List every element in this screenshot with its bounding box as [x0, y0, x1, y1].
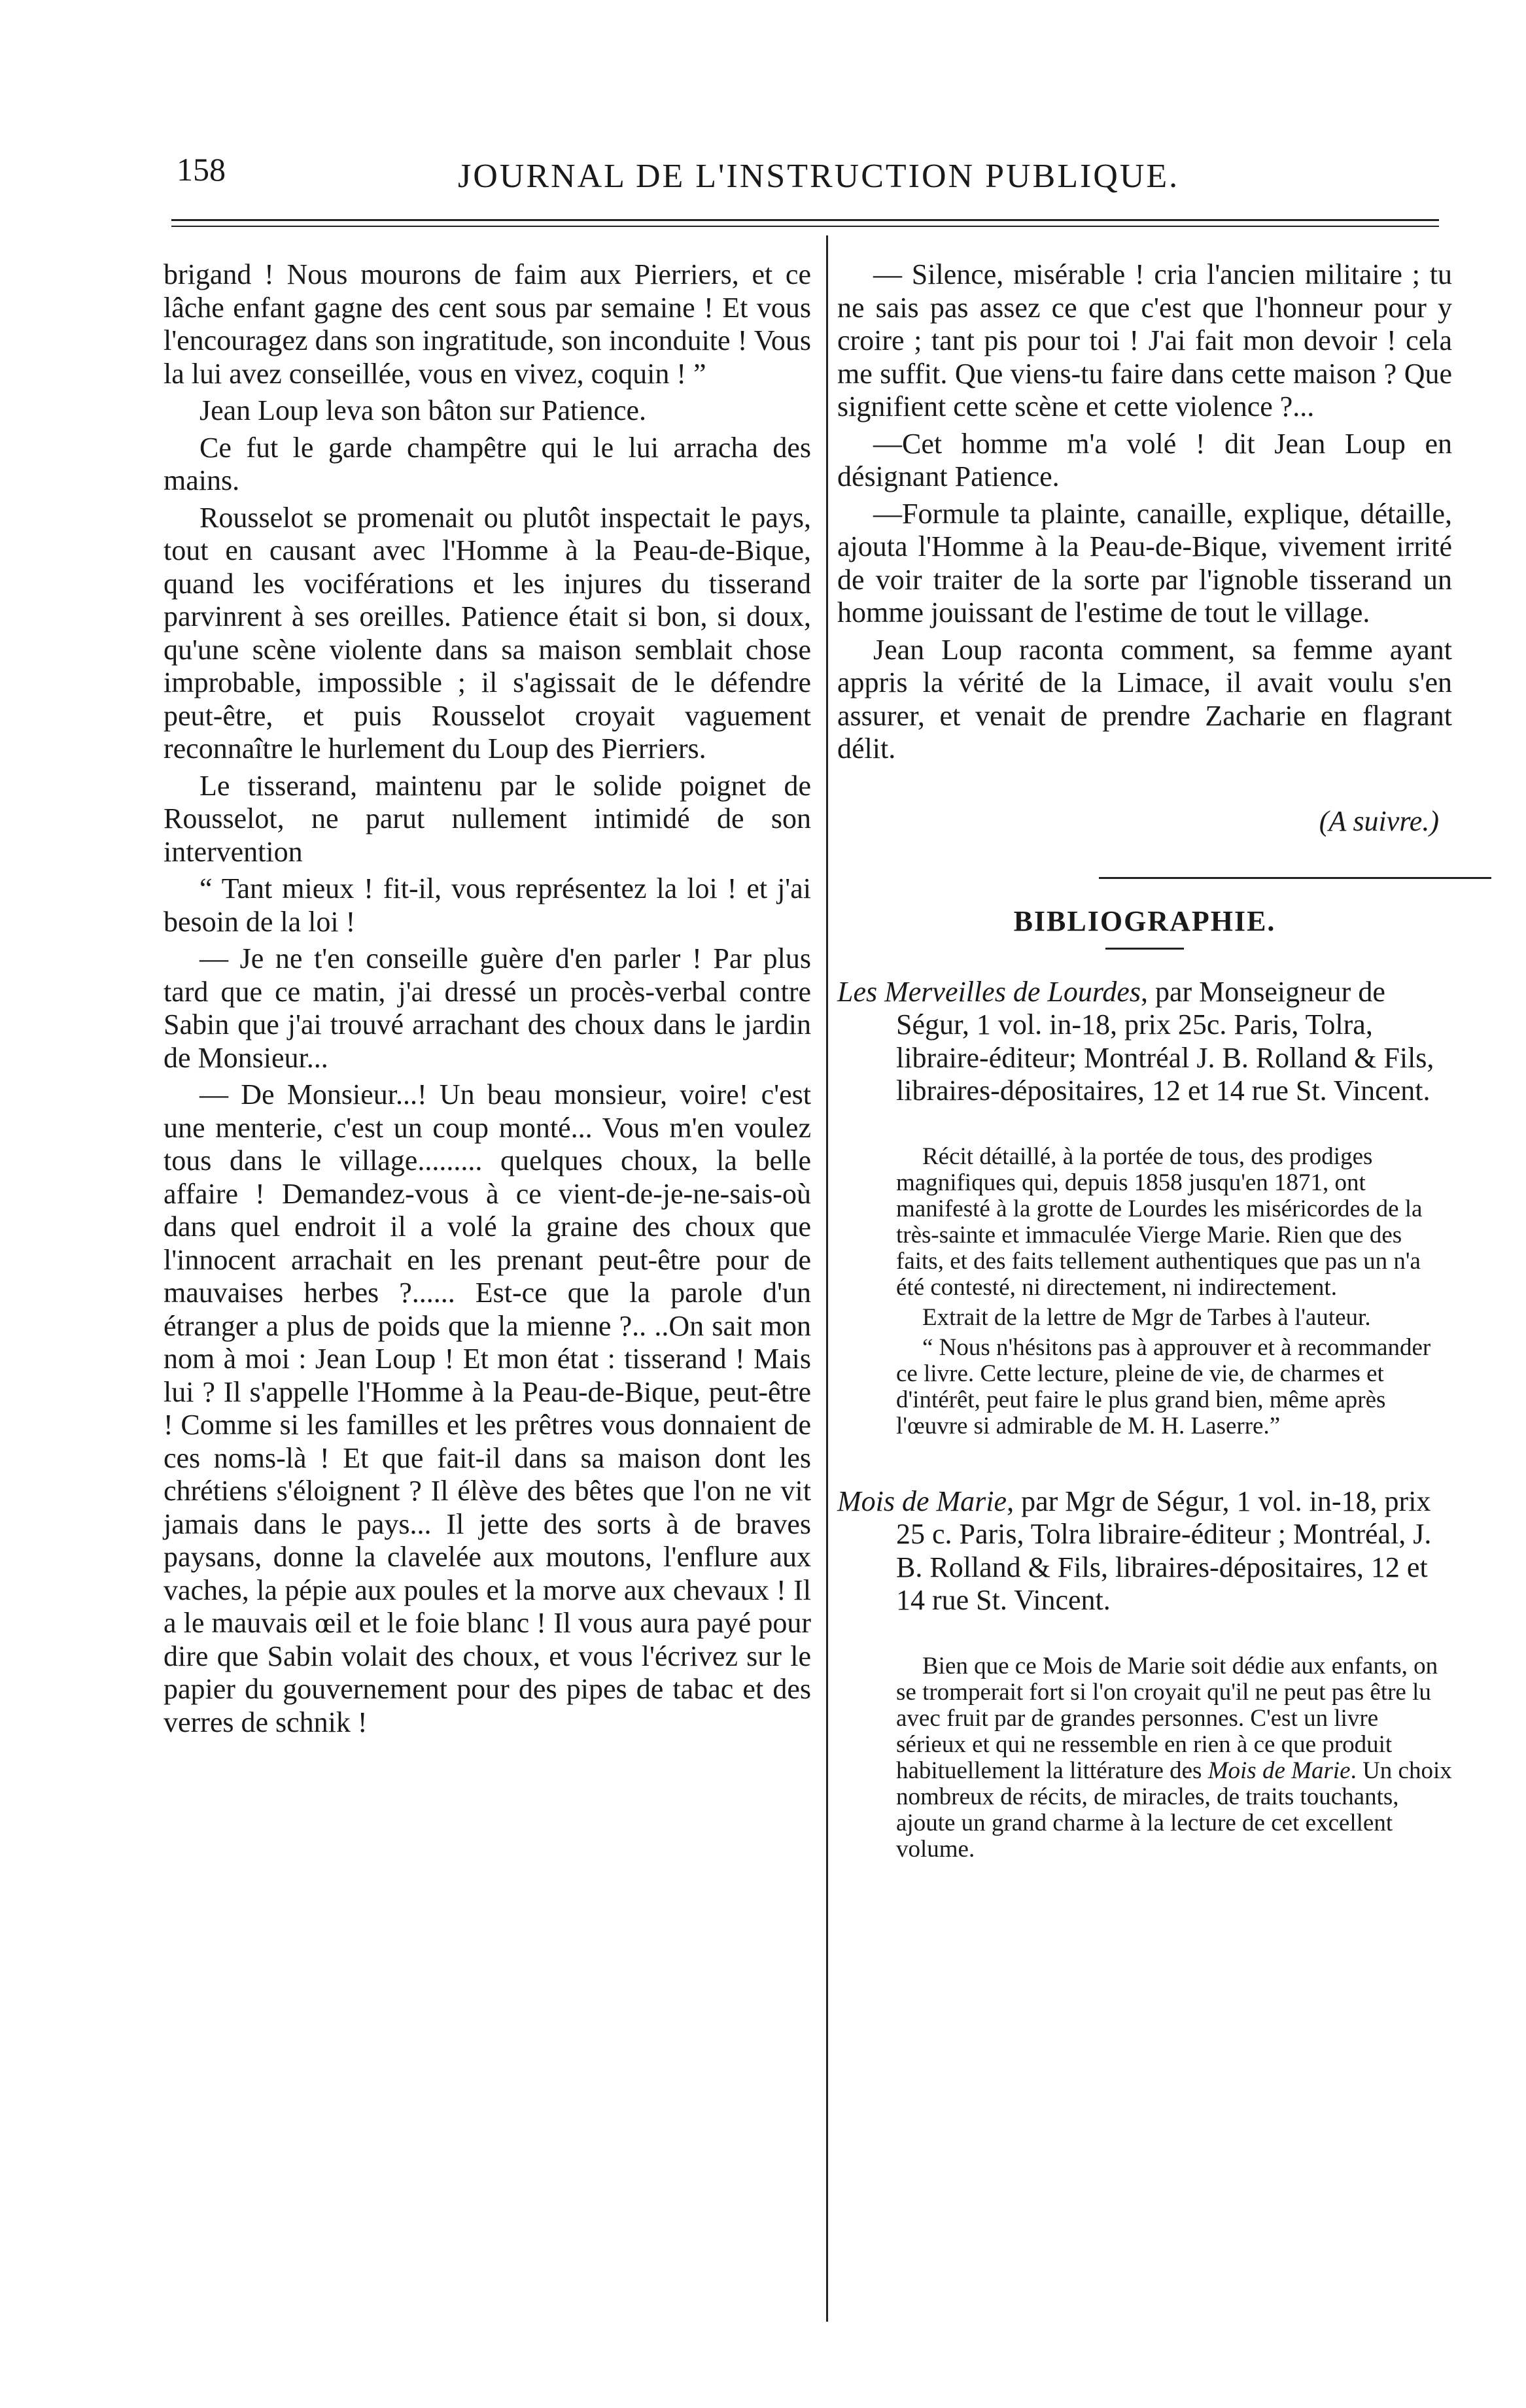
review-emphasis: Mois de Marie	[1207, 1757, 1351, 1784]
review-paragraph: Extrait de la lettre de Mgr de Tarbes à l'auteur.	[922, 1303, 1371, 1331]
review-paragraph: “ Nous n'hésitons pas à approuver et à recommander ce livre. Cette lecture, pleine de vie, de charmes et d'intérêt, peut faire le plus grand bien, même après l'œuvre si admirable de M. H. Laserre.”	[896, 1333, 1431, 1439]
book-details: , par Monseigneur de Ségur, 1 vol. in-18, prix 25c. Paris, Tolra, libraire-éditeur; Montréal J. B. Rolland & Fils, libraires-dépositaires, 12 et 14 rue St. Vincent.	[896, 975, 1434, 1107]
paragraph: Le tisserand, maintenu par le solide poignet de Rousselot, ne parut nullement intimidé de son intervention	[164, 769, 811, 868]
book-details: , par Mgr de Ségur, 1 vol. in-18, prix 25 c. Paris, Tolra libraire-éditeur ; Montréal, J. B. Rolland & Fils, libraires-dépositaires, 12 et 14 rue St. Vincent.	[896, 1485, 1432, 1616]
entry-citation	[837, 976, 1452, 1108]
page-number: 158	[177, 151, 226, 188]
entry-citation	[837, 1485, 1452, 1617]
book-review	[837, 1653, 1452, 1863]
paragraph: Jean Loup raconta comment, sa femme ayant appris la vérité de la Limace, il avait voulu s'en assurer, et venait de prendre Zacharie en flagrant délit.	[837, 633, 1452, 765]
paragraph: Jean Loup leva son bâton sur Patience.	[199, 394, 647, 426]
left-column	[164, 258, 811, 1739]
book-title: Mois de Marie	[837, 1485, 1007, 1517]
section-title: BIBLIOGRAPHIE.	[1013, 905, 1276, 937]
right-column	[837, 258, 1452, 1863]
paragraph: —Cet homme m'a volé ! dit Jean Loup en désignant Patience.	[837, 427, 1452, 492]
paragraph: —Formule ta plainte, canaille, explique, détaille, ajouta l'Homme à la Peau-de-Bique, vivement irrité de voir traiter de la sorte par l'ignoble tisserand un homme jouissant de l'estime de tout le village.	[837, 497, 1452, 628]
header-rule-thin	[171, 226, 1439, 227]
bibliography-entry	[837, 976, 1452, 1439]
review-text: . Un choix nombreux de récits, de miracles, de traits touchants, ajoute un grand charme à la lecture de cet excellent volume.	[896, 1757, 1452, 1863]
book-review	[837, 1144, 1452, 1439]
running-head: JOURNAL DE L'INSTRUCTION PUBLIQUE.	[458, 158, 1180, 195]
header-rule	[171, 219, 1439, 221]
paragraph: — De Monsieur...! Un beau monsieur, voire! c'est une menterie, c'est un coup monté... Vous m'en voulez tous dans le village......... quelques choux, la belle affaire ! Demandez-vous à ce vient-de-je-ne-sais-où dans quel endroit il a volé la graine des choux que l'innocent arrachait en les prenant peut-être pour de mauvaises herbes ?...... Est-ce que la parole d'un étranger a plus de poids que la mienne ?.. ..On sait mon nom à moi : Jean Loup ! Et mon état : tisserand ! Mais lui ? Il s'appelle l'Homme à la Peau-de-Bique, peut-être ! Comme si les familles et les prêtres vous donnaient de ces noms-là ! Et que fait-il dans sa maison dont les chrétiens s'éloignent ? Il élève des bêtes que l'on ne vit jamais dans le pays... Il jette des sorts à de braves paysans, donne la clavelée aux moutons, l'enflure aux vaches, la pépie aux poules et la morve aux chevaux ! Il a le mauvais œil et le foie blanc ! Il vous aura payé pour dire que Sabin volait des choux, et vous l'écrivez sur le papier du gouvernement pour des pipes de tabac et des verres de schnik !	[164, 1078, 811, 1738]
review-text: Bien que ce Mois de Marie soit dédie aux enfants, on se tromperait fort si l'on croyait qu'il ne peut pas être lu avec fruit par de grandes personnes. C'est un livre sérieux et qui ne ressemble en rien à ce que produit habituellement la littérature des	[896, 1652, 1438, 1784]
column-divider	[826, 235, 828, 2322]
paragraph: Ce fut le garde champêtre qui le lui arracha des mains.	[164, 431, 811, 496]
bibliography-entry	[837, 1485, 1452, 1863]
paragraph: — Silence, misérable ! cria l'ancien militaire ; tu ne sais pas assez ce que c'est que l'honneur pour y croire ; tant pis pour toi ! J'ai fait mon devoir ! cela me suffit. Que viens-tu faire dans cette maison ? Que signifient cette scène et cette violence ?...	[837, 258, 1452, 422]
book-title: Les Merveilles de Lourdes	[837, 975, 1141, 1008]
review-paragraph	[837, 1653, 1452, 1863]
review-paragraph: Récit détaillé, à la portée de tous, des prodiges magnifiques qui, depuis 1858 jusqu'en 1871, ont manifesté à la grotte de Lourdes les miséricordes de la très-sainte et immaculée Vierge Marie. Rien que des faits, et des faits tellement authentiques que pas un n'a été contesté, ni directement, ni indirectement.	[896, 1143, 1423, 1301]
to-be-continued: (A suivre.)	[1319, 804, 1439, 837]
section-rule	[1099, 877, 1491, 879]
paragraph: brigand ! Nous mourons de faim aux Pierriers, et ce lâche enfant gagne des cent sous par semaine ! Et vous l'encouragez dans son ingratitude, son inconduite ! Vous la lui avez conseillée, vous en vivez, coquin ! ”	[164, 258, 811, 390]
paragraph: “ Tant mieux ! fit-il, vous représentez la loi ! et j'ai besoin de la loi !	[164, 872, 811, 938]
paragraph: — Je ne t'en conseille guère d'en parler ! Par plus tard que ce matin, j'ai dressé un procès-verbal contre Sabin que j'ai trouvé arrachant des choux dans le jardin de Monsieur...	[164, 942, 811, 1074]
paragraph: Rousselot se promenait ou plutôt inspectait le pays, tout en causant avec l'Homme à la Peau-de-Bique, quand les vociférations et les injures du tisserand parvinrent à ses oreilles. Patience était si bon, si doux, qu'une scène violente dans sa maison semblait chose improbable, impossible ; il s'agissait de le défendre peut-être, et puis Rousselot croyait vaguement reconnaître le hurlement du Loup des Pierriers.	[164, 501, 811, 765]
title-underline	[1105, 948, 1184, 950]
